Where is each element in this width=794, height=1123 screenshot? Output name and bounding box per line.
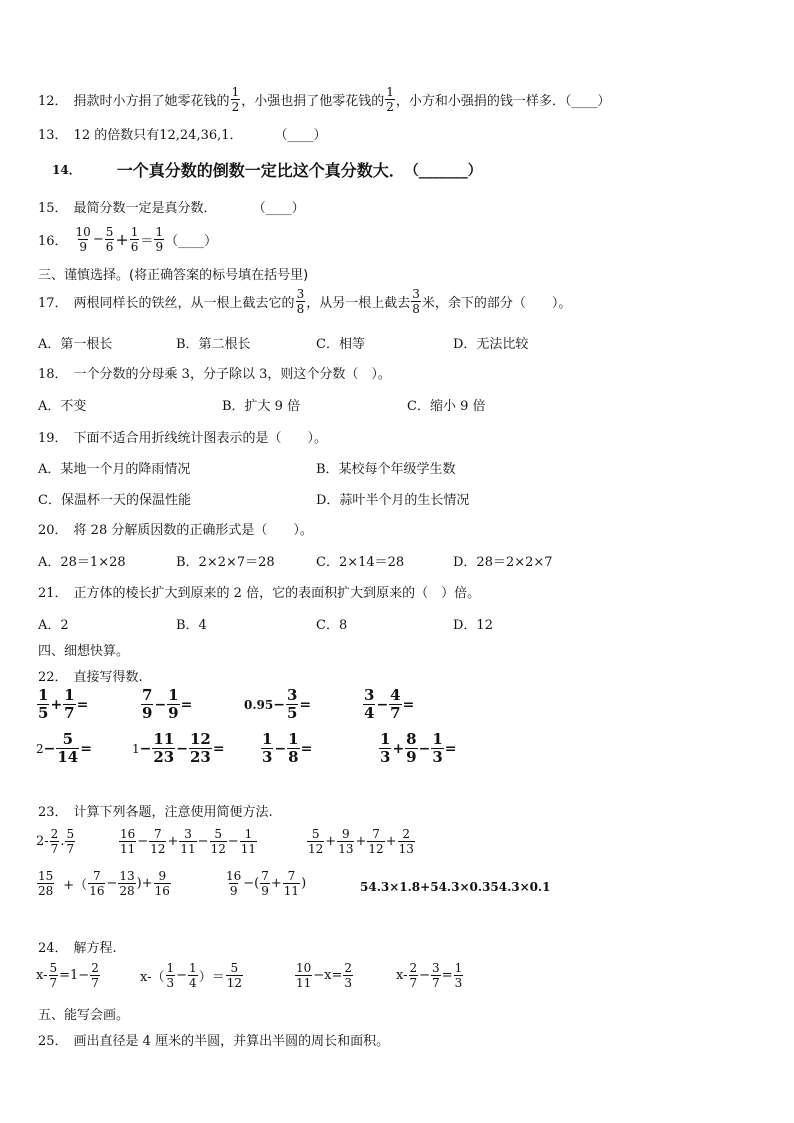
option-b[interactable]: B．第二根长 (176, 337, 251, 352)
calc-expr-2: 16 11 − $\frac{7}{12}$ + $\frac{3}{11}$ − $\frac{5}{12}$ − $\frac{1}{11}$ (120, 827, 257, 856)
equation-1: x- $\frac{5}{7}$ =1− $\frac{2}{7}$ (36, 961, 99, 990)
question-20 (38, 519, 313, 538)
question-text: ，小方和小强捐的钱一样多．（____） (395, 94, 611, 109)
equation-2: x-（ 1 3 − $\frac{1}{4}$ ）＝ 5 12 (140, 961, 242, 990)
option-d[interactable]: D．12 (453, 618, 493, 633)
fraction: $\frac{5}{6}$ (105, 225, 114, 254)
fraction: 1 2 (386, 85, 394, 114)
option-a[interactable]: A．28＝1×28 (38, 555, 126, 570)
question-text: 一个分数的分母乘 3，分子除以 3，则这个分数（ ）。 (73, 367, 391, 382)
option-b[interactable]: B．扩大 9 倍 (222, 399, 301, 414)
oral-calc-2: 7 9 − $\frac{1}{9}$ = (142, 686, 193, 722)
question-number: 21． (38, 586, 68, 601)
section-heading: 五、能写会画。 (38, 1008, 130, 1023)
question-25 (38, 1030, 389, 1049)
question-15 (38, 197, 305, 216)
option-b[interactable]: B．2×2×7＝28 (176, 555, 275, 570)
calc-expr-1: 2- 2 7 . 5 7 (36, 827, 75, 856)
question-text: 捐款时小方捐了她零花钱的 (73, 94, 230, 109)
question-12 (38, 86, 610, 113)
answer-blank[interactable]: （_______） (404, 162, 482, 179)
oral-calc-5: 2 − $\frac{5}{14}$ = (36, 730, 92, 766)
oral-calc-1: 1 5 + $\frac{1}{7}$ = (38, 686, 89, 722)
oral-calc-6: 1 − $\frac{11}{23}$ − $\frac{12}{23}$ = (132, 730, 225, 766)
question-text: 一个真分数的倒数一定比这个真分数大． (116, 161, 405, 180)
option-c[interactable]: C．8 (316, 618, 348, 633)
option-d[interactable]: D．蒜叶半个月的生长情况 (316, 493, 470, 508)
question-text: 两根同样长的铁丝，从一根上截去它的 (73, 296, 295, 311)
question-text: 将 28 分解质因数的正确形式是（ ）。 (73, 523, 313, 538)
question-18 (38, 363, 391, 382)
question-number: 12． (38, 94, 68, 109)
calc-expr-5: 16 9 −( 7 9 + $\frac{7}{11}$ ) (226, 869, 307, 898)
option-c[interactable]: C．2×14＝28 (316, 555, 405, 570)
oral-calc-4: 3 4 − $\frac{4}{7}$ = (364, 686, 415, 722)
oral-calc-8: 1 3 + $\frac{8}{9}$ − $\frac{1}{3}$ = (380, 730, 457, 766)
question-24 (38, 937, 117, 956)
question-number: 16． (38, 234, 68, 249)
equation-4: x- 2 7 − $\frac{3}{7}$ = $\frac{1}{3}$ (396, 961, 463, 990)
question-number: 15． (38, 201, 68, 216)
question-text: ，从另一根上截去 (306, 296, 411, 311)
question-number: 13． (38, 128, 68, 143)
question-number: 23． (38, 805, 68, 820)
section-heading: 四、细想快算。 (38, 644, 130, 659)
question-number: 22． (38, 670, 68, 685)
answer-blank[interactable]: （____） (252, 201, 305, 216)
answer-blank[interactable]: （____） (165, 234, 218, 249)
oral-calc-7: 1 3 − $\frac{1}{8}$ = (262, 730, 313, 766)
answer-blank[interactable]: （____） (274, 128, 327, 143)
question-number: 24． (38, 941, 68, 956)
question-text: 计算下列各题，注意使用简便方法. (73, 805, 273, 820)
question-19 (38, 427, 327, 446)
oral-calc-3: 0.95 − $\frac{3}{5}$ = (244, 686, 312, 722)
question-text: 画出直径是 4 厘米的半圆，并算出半圆的周长和面积。 (73, 1034, 390, 1049)
option-c[interactable]: C．保温杯一天的保温性能 (38, 493, 191, 508)
fraction: 1 2 (231, 85, 240, 114)
question-number: 19． (38, 431, 68, 446)
question-text: ，小强也捐了他零花钱的 (241, 94, 385, 109)
question-23 (38, 801, 273, 820)
fraction: $\frac{1}{6}$ (130, 225, 139, 254)
option-a[interactable]: A．某地一个月的降雨情况 (38, 462, 191, 477)
section-heading: 三、谨慎选择。(将正确答案的标号填在括号里) (38, 268, 309, 283)
calc-expr-4: 15 28 +（ 7 16 − $\frac{13}{28}$ )+ $\frac{9}{16}$ (38, 869, 170, 898)
option-a[interactable]: A．第一根长 (38, 337, 113, 352)
question-16: 16． 10 9 − $\frac{5}{6}$ + $\frac{1}{6}$ ＝ 1 9 （____） (38, 225, 218, 254)
question-text: 下面不适合用折线统计图表示的是（ ）。 (73, 431, 328, 446)
option-c[interactable]: C．相等 (316, 337, 365, 352)
question-17 (38, 288, 571, 315)
question-text: 正方体的棱长扩大到原来的 2 倍，它的表面积扩大到原来的（ ）倍。 (73, 586, 481, 601)
option-d[interactable]: D．28＝2×2×7 (453, 555, 553, 570)
option-a[interactable]: A．2 (38, 618, 69, 633)
question-21 (38, 582, 480, 601)
question-number: 20． (38, 523, 68, 538)
question-number: 17． (38, 296, 68, 311)
fraction: 10 9 (75, 225, 91, 254)
question-text: 最简分数一定是真分数． (73, 201, 217, 216)
question-text: 12 的倍数只有12,24,36,1． (73, 128, 243, 143)
calc-expr-6: 54.3×1.8+54.3×0.354.3×0.1 (360, 880, 551, 894)
equation-3: 10 11 −x= $\frac{2}{3}$ (296, 961, 353, 990)
question-number: 25． (38, 1034, 68, 1049)
option-c[interactable]: C．缩小 9 倍 (407, 399, 486, 414)
question-22 (38, 666, 143, 685)
option-a[interactable]: A．不变 (38, 399, 87, 414)
fraction: 1 9 (155, 225, 164, 254)
question-text: 解方程. (73, 941, 117, 956)
question-14 (52, 158, 482, 181)
question-13 (38, 124, 327, 143)
calc-expr-3: 5 12 + $\frac{9}{13}$ + $\frac{7}{12}$ + $\frac{2}{13}$ (308, 827, 414, 856)
fraction: 3 8 (412, 287, 420, 316)
fraction: 3 8 (296, 287, 305, 316)
option-b[interactable]: B．4 (176, 618, 207, 633)
question-number: 14． (52, 163, 81, 177)
option-d[interactable]: D．无法比较 (453, 337, 529, 352)
question-number: 18． (38, 367, 68, 382)
question-text: 米，余下的部分（ ）。 (421, 296, 572, 311)
option-b[interactable]: B．某校每个年级学生数 (316, 462, 456, 477)
question-text: 直接写得数. (73, 670, 143, 685)
